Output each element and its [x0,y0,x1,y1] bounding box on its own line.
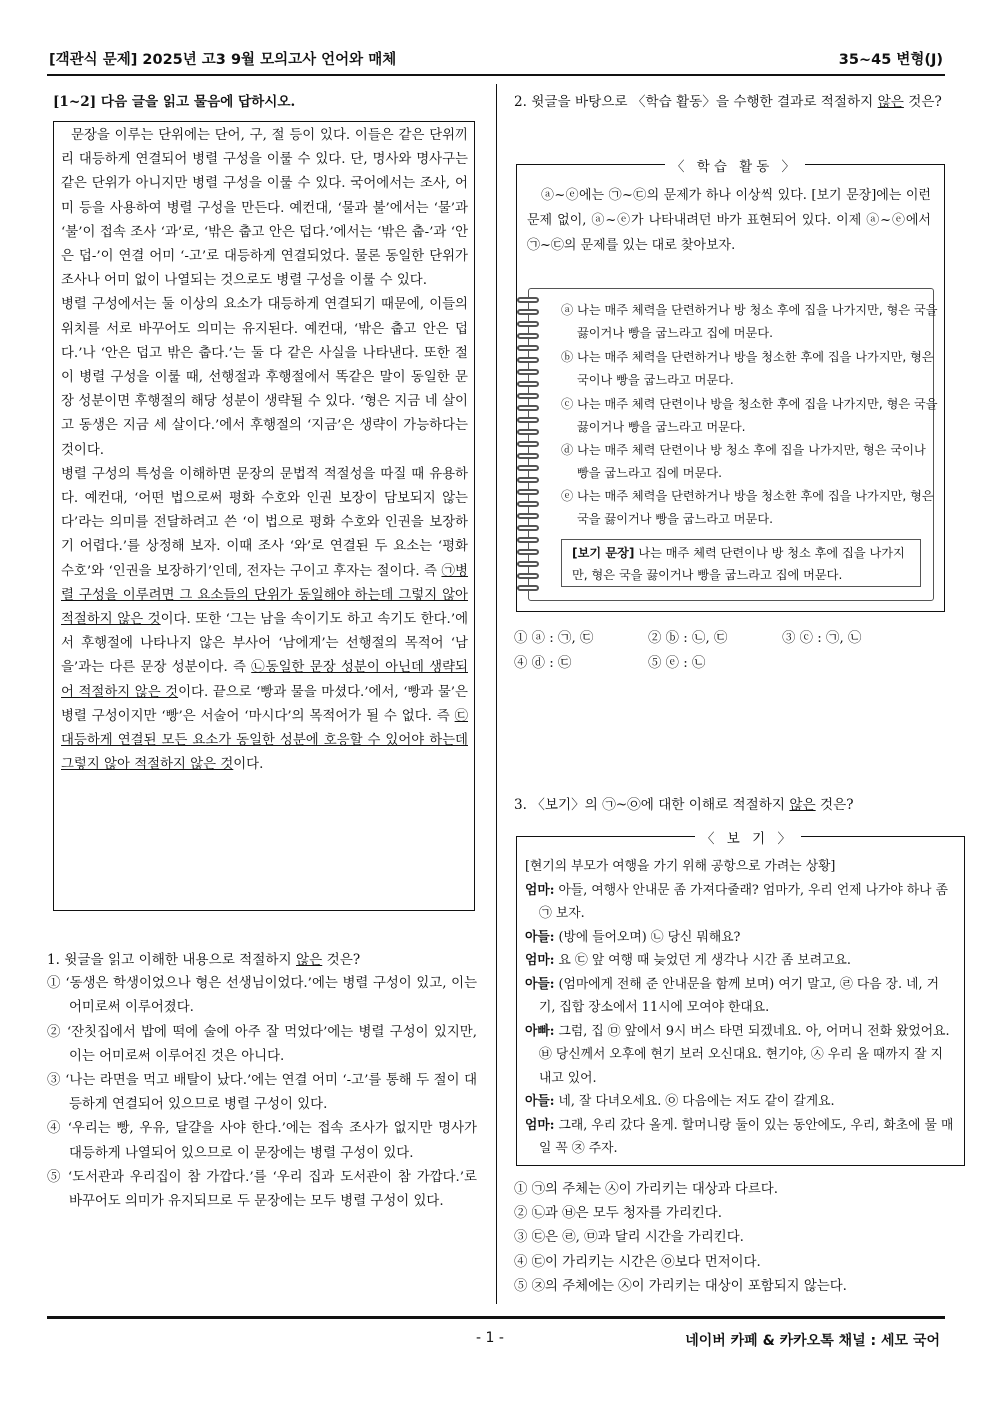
underline-b: ㉡동일한 문장 성분이 아닌데 생략되어 적절하지 않은 것 [61,660,468,700]
channel-credit: 네이버 카페 & 카카오톡 채널 : 세모 국어 [685,1333,940,1349]
q3-option-1[interactable]: ① ㉠의 주체는 ㉦이 가리키는 대상과 다르다. [514,1182,778,1197]
dialogue-situation: [현기의 부모가 여행을 가기 위해 공항으로 가려는 상황] [525,859,836,874]
sentence-item-a: ⓐ 나는 매주 체력을 단련하거나 방 청소 후에 집을 나가지만, 형은 국을 끓이거나 빵을 굽느라고 집에 머문다. [561,303,938,340]
header-code: 35~45 변형(J) [838,52,943,68]
sentence-item-d: ⓓ 나는 매주 체력 단련이나 방 청소 후에 집을 나가지만, 형은 국이나 빵을 굽느라고 집에 머문다. [561,443,926,480]
notebook-card [528,288,938,601]
spiral-binding [517,297,541,593]
reading-passage [53,121,475,911]
q2-choice-5[interactable]: ⑤ ⓔ : ㉡ [648,655,706,671]
question-1-title [47,948,477,972]
question-2 [514,90,946,114]
speaker: 아들: [525,929,555,945]
q2-choice-3[interactable]: ③ ⓒ : ㉠, ㉡ [782,631,862,646]
passage-text: 이다. 끝으로 ‘빵과 물을 마셨다.’에서, ‘빵과 물’은 병렬 구성이지만 ‘빵’은 서술어 ‘마시다’의 목적어가 될 수 없다. 즉 [61,684,468,724]
passage-text: 병렬 구성의 특성을 이해하면 문장의 문법적 적절성을 따질 때 유용하다. 예컨대, ‘어떤 법으로써 평화 수호와 인권 보장이 담보되지 않는다’라는 의미를 전달하려고 쓴 ‘이 법으로 평화 수호와 인권을 보장하기 어렵다.’를 상정해 보자. 이때 조사 ‘와’로 연결된 두 요소는 ‘평화 수호’와 ‘인권을 보장하기’인데, 전자는 구이고 후자는 절이다. 즉 [61,466,468,579]
dialogue-line-2 [525,926,955,950]
dialogue-line-7 [525,1114,955,1161]
dialogue-line-1 [525,879,955,926]
passage-text: 이다. [233,757,264,773]
example-sentence-text: 나는 매주 체력 단련이나 방 청소 후에 집을 나가지만, 형은 국을 끓이거나 빵을 굽느라고 집에 머문다. [572,546,905,582]
q3-option-3[interactable]: ③ ㉢은 ㉣, ㉤과 달리 시간을 가리킨다. [514,1230,744,1246]
speaker: 엄마: [525,953,555,968]
speaker: 아들: [525,1094,555,1109]
q1-option-1[interactable]: ① ‘동생은 학생이었으나 형은 선생님이었다.’에는 병렬 구성이 있고, 이는 어미로써 이루어졌다. [47,976,477,1016]
example-box [516,831,965,1166]
q3-option-2[interactable]: ② ㉡과 ㉥은 모두 청자를 가리킨다. [514,1206,722,1222]
q1-option-5[interactable]: ⑤ ‘도서관과 우리집이 참 가깝다.’를 ‘우리 집과 도서관이 참 가깝다.’로 바꾸어도 의미가 유지되므로 두 문장에는 모두 병렬 구성이 있다. [47,1169,477,1210]
page-number: - 1 - [476,1330,504,1346]
underline-a: ㉠병렬 구성을 이루려면 그 요소들의 단위가 동일해야 하는데 그렇지 않아 적절하지 않은 것 [61,563,468,628]
q2-choice-2[interactable]: ② ⓑ : ㉡, ㉢ [648,631,728,646]
utterance: 요 ㉢ 앞 여행 때 늦었던 게 생각나 시간 좀 보려고요. [554,953,851,968]
utterance: 그럼, 집 ㉤ 앞에서 9시 버스 타면 되겠네요. 아, 어머니 전화 왔었어요. ㉥ 당신께서 오후에 현기 보러 오신대요. 현기야, ㉦ 우리 올 때까지 잘 지내고 있어. [539,1023,950,1086]
question-2-title [514,90,946,114]
header-title: [객관식 문제] 2025년 고3 9월 모의고사 언어와 매체 [49,52,397,68]
question-3-options [514,1178,946,1299]
q3-option-4[interactable]: ④ ㉢이 가리키는 시간은 ㉧보다 먼저이다. [514,1254,761,1270]
title-emphasis: 않은 [877,94,904,110]
instruction: [1~2] 다음 글을 읽고 물음에 답하시오. [53,94,296,110]
passage-paragraph-1: 문장을 이루는 단위에는 단어, 구, 절 등이 있다. 이들은 같은 단위끼리 대등하게 연결되어 병렬 구성을 이룰 수 있다. 단, 명사와 명사구는 같은 단위가 아니지만 병렬 구성을 이룰 수 있다. 국어에서는 조사, 어미 등을 사용하여 병렬 구성을 만든다. 예컨대, ‘물과 불’에서는 ‘물’과 ‘불’이 접속 조사 ‘과’로, ‘밖은 춥고 안은 덥다.’에서는 ‘밖은 춥-’과 ‘안은 덥-’이 연결 어미 ‘-고’로 대등하게 연결되었다. 물론 동일한 단위가 조사나 어미 없이 나열되는 것으로도 병렬 구성을 이룰 수 있다. [61,128,468,289]
passage-paragraph-2: 병렬 구성에서는 둘 이상의 요소가 대등하게 연결되기 때문에, 이들의 위치를 서로 바꾸어도 의미는 유지된다. 예컨대, ‘밖은 춥고 안은 덥다.’나 ‘안은 덥고 밖은 춥다.’는 둘 다 같은 사실을 나타낸다. 또한 절이 병렬 구성을 이룰 때, 선행절과 후행절에서 똑같은 말이 동일한 문장 성분이면 후행절의 해당 성분이 생략될 수 있다. ‘형은 지금 네 살이고 동생은 지금 세 살이다.’에서 후행절의 ‘지금’은 생략이 가능하다는 것이다. [61,297,468,458]
example-sentence-label: [보기 문장] [572,546,635,560]
utterance: 네, 잘 다녀오세요. ㉧ 다음에는 저도 같이 갈게요. [554,1094,835,1109]
sentence-item-c: ⓒ 나는 매주 체력 단련이나 방을 청소한 후에 집을 나가지만, 형은 국을 끓이거나 빵을 굽느라고 머문다. [561,397,938,434]
dialogue-line-5 [525,1020,955,1091]
speaker: 엄마: [525,882,555,898]
example-box-label: 〈 보 기 〉 [695,827,801,847]
title-emphasis: 않은 [296,952,323,968]
q2-choice-4[interactable]: ④ ⓓ : ㉢ [514,655,572,671]
title-text: 것은? [815,797,854,813]
sentence-item-b: ⓑ 나는 매주 체력을 단련하거나 방을 청소한 후에 집을 나가지만, 형은 국이나 빵을 굽느라고 머문다. [561,350,934,387]
dialogue [525,855,955,1161]
q2-choice-1[interactable]: ① ⓐ : ㉠, ㉢ [514,631,594,646]
q1-option-2[interactable]: ② ‘잔칫집에서 밥에 떡에 술에 아주 잘 먹었다’에는 병렬 구성이 있지만, 이는 어미로써 이루어진 것은 아니다. [47,1024,477,1064]
utterance: (엄마에게 전해 준 안내문을 함께 보며) 여기 말고, ㉣ 다음 장. 네, 거기, 집합 장소에서 11시에 모여야 한대요. [539,976,940,1015]
utterance: 아들, 여행사 안내문 좀 가져다줄래? 엄마가, 우리 언제 나가야 하나 좀 ㉠ 보자. [539,882,948,921]
title-text: 1. 윗글을 읽고 이해한 내용으로 적절하지 [47,952,296,968]
question-1 [47,948,477,1214]
passage-text: 이다. 또한 ‘그는 남을 속이기도 하고 속기도 한다.’에서 후행절에 나타나지 않은 부사어 ‘남에게’는 선행절의 목적어 ‘남을’과는 다른 문장 성분이다. 즉 [61,612,469,676]
dialogue-line-6 [525,1090,955,1114]
column-divider [496,84,497,1304]
title-text: 3. 〈보기〉의 ㉠~㉧에 대한 이해로 적절하지 [514,797,790,813]
learning-activity-text: ⓐ~ⓔ에는 ㉠~㉢의 문제가 하나 이상씩 있다. [보기 문장]에는 이런 문제 없이, ⓐ~ⓔ가 나타내려던 바가 표현되어 있다. 이제 ⓐ~ⓔ에서 ㉠~㉢의 문제를 있는 대로 찾아보자. [527,188,931,253]
speaker: 아들: [525,976,555,992]
footer-rule [47,1316,945,1319]
title-text: 것은? [903,94,942,110]
dialogue-line-3 [525,949,955,973]
example-sentence-box [561,539,921,587]
question-3-title [514,793,946,817]
title-emphasis: 않은 [789,797,816,813]
header-rule [47,74,945,76]
speaker: 아빠: [525,1023,555,1039]
title-text: 것은? [322,952,361,968]
learning-activity-label: 〈 학습 활동 〉 [665,155,805,175]
sentence-item-e: ⓔ 나는 매주 체력을 단련하거나 방을 청소한 후에 집을 나가지만, 형은 국을 끓이거나 빵을 굽느라고 머문다. [561,489,934,526]
title-text: 2. 윗글을 바탕으로 〈학습 활동〉을 수행한 결과로 적절하지 [514,94,878,110]
q1-option-3[interactable]: ③ ‘나는 라면을 먹고 배탈이 났다.’에는 연결 어미 ‘-고’를 통해 두 절이 대등하게 연결되어 있으므로 병렬 구성이 있다. [47,1073,477,1113]
underline-c: ㉢대등하게 연결된 모든 요소가 동일한 성분에 호응할 수 있어야 하는데 그렇지 않아 적절하지 않은 것 [61,708,468,773]
question-2-choices [514,627,946,676]
dialogue-line-4 [525,973,955,1020]
speaker: 엄마: [525,1117,555,1133]
page-header [47,44,945,72]
q3-option-5[interactable]: ⑤ ㉨의 주체에는 ㉦이 가리키는 대상이 포함되지 않는다. [514,1278,847,1294]
passage-paragraph-3 [61,463,468,778]
utterance: 그래, 우리 갔다 올게. 할머니랑 둘이 있는 동안에도, 우리, 화초에 물 매일 꼭 ㉨ 주자. [539,1117,954,1156]
utterance: (방에 들어오며) ㉡ 당신 뭐해요? [554,929,741,945]
q1-option-4[interactable]: ④ ‘우리는 빵, 우유, 달걀을 사야 한다.’에는 접속 조사가 없지만 명사가 대등하게 나열되어 있으므로 이 문장에는 병렬 구성이 있다. [47,1121,477,1161]
